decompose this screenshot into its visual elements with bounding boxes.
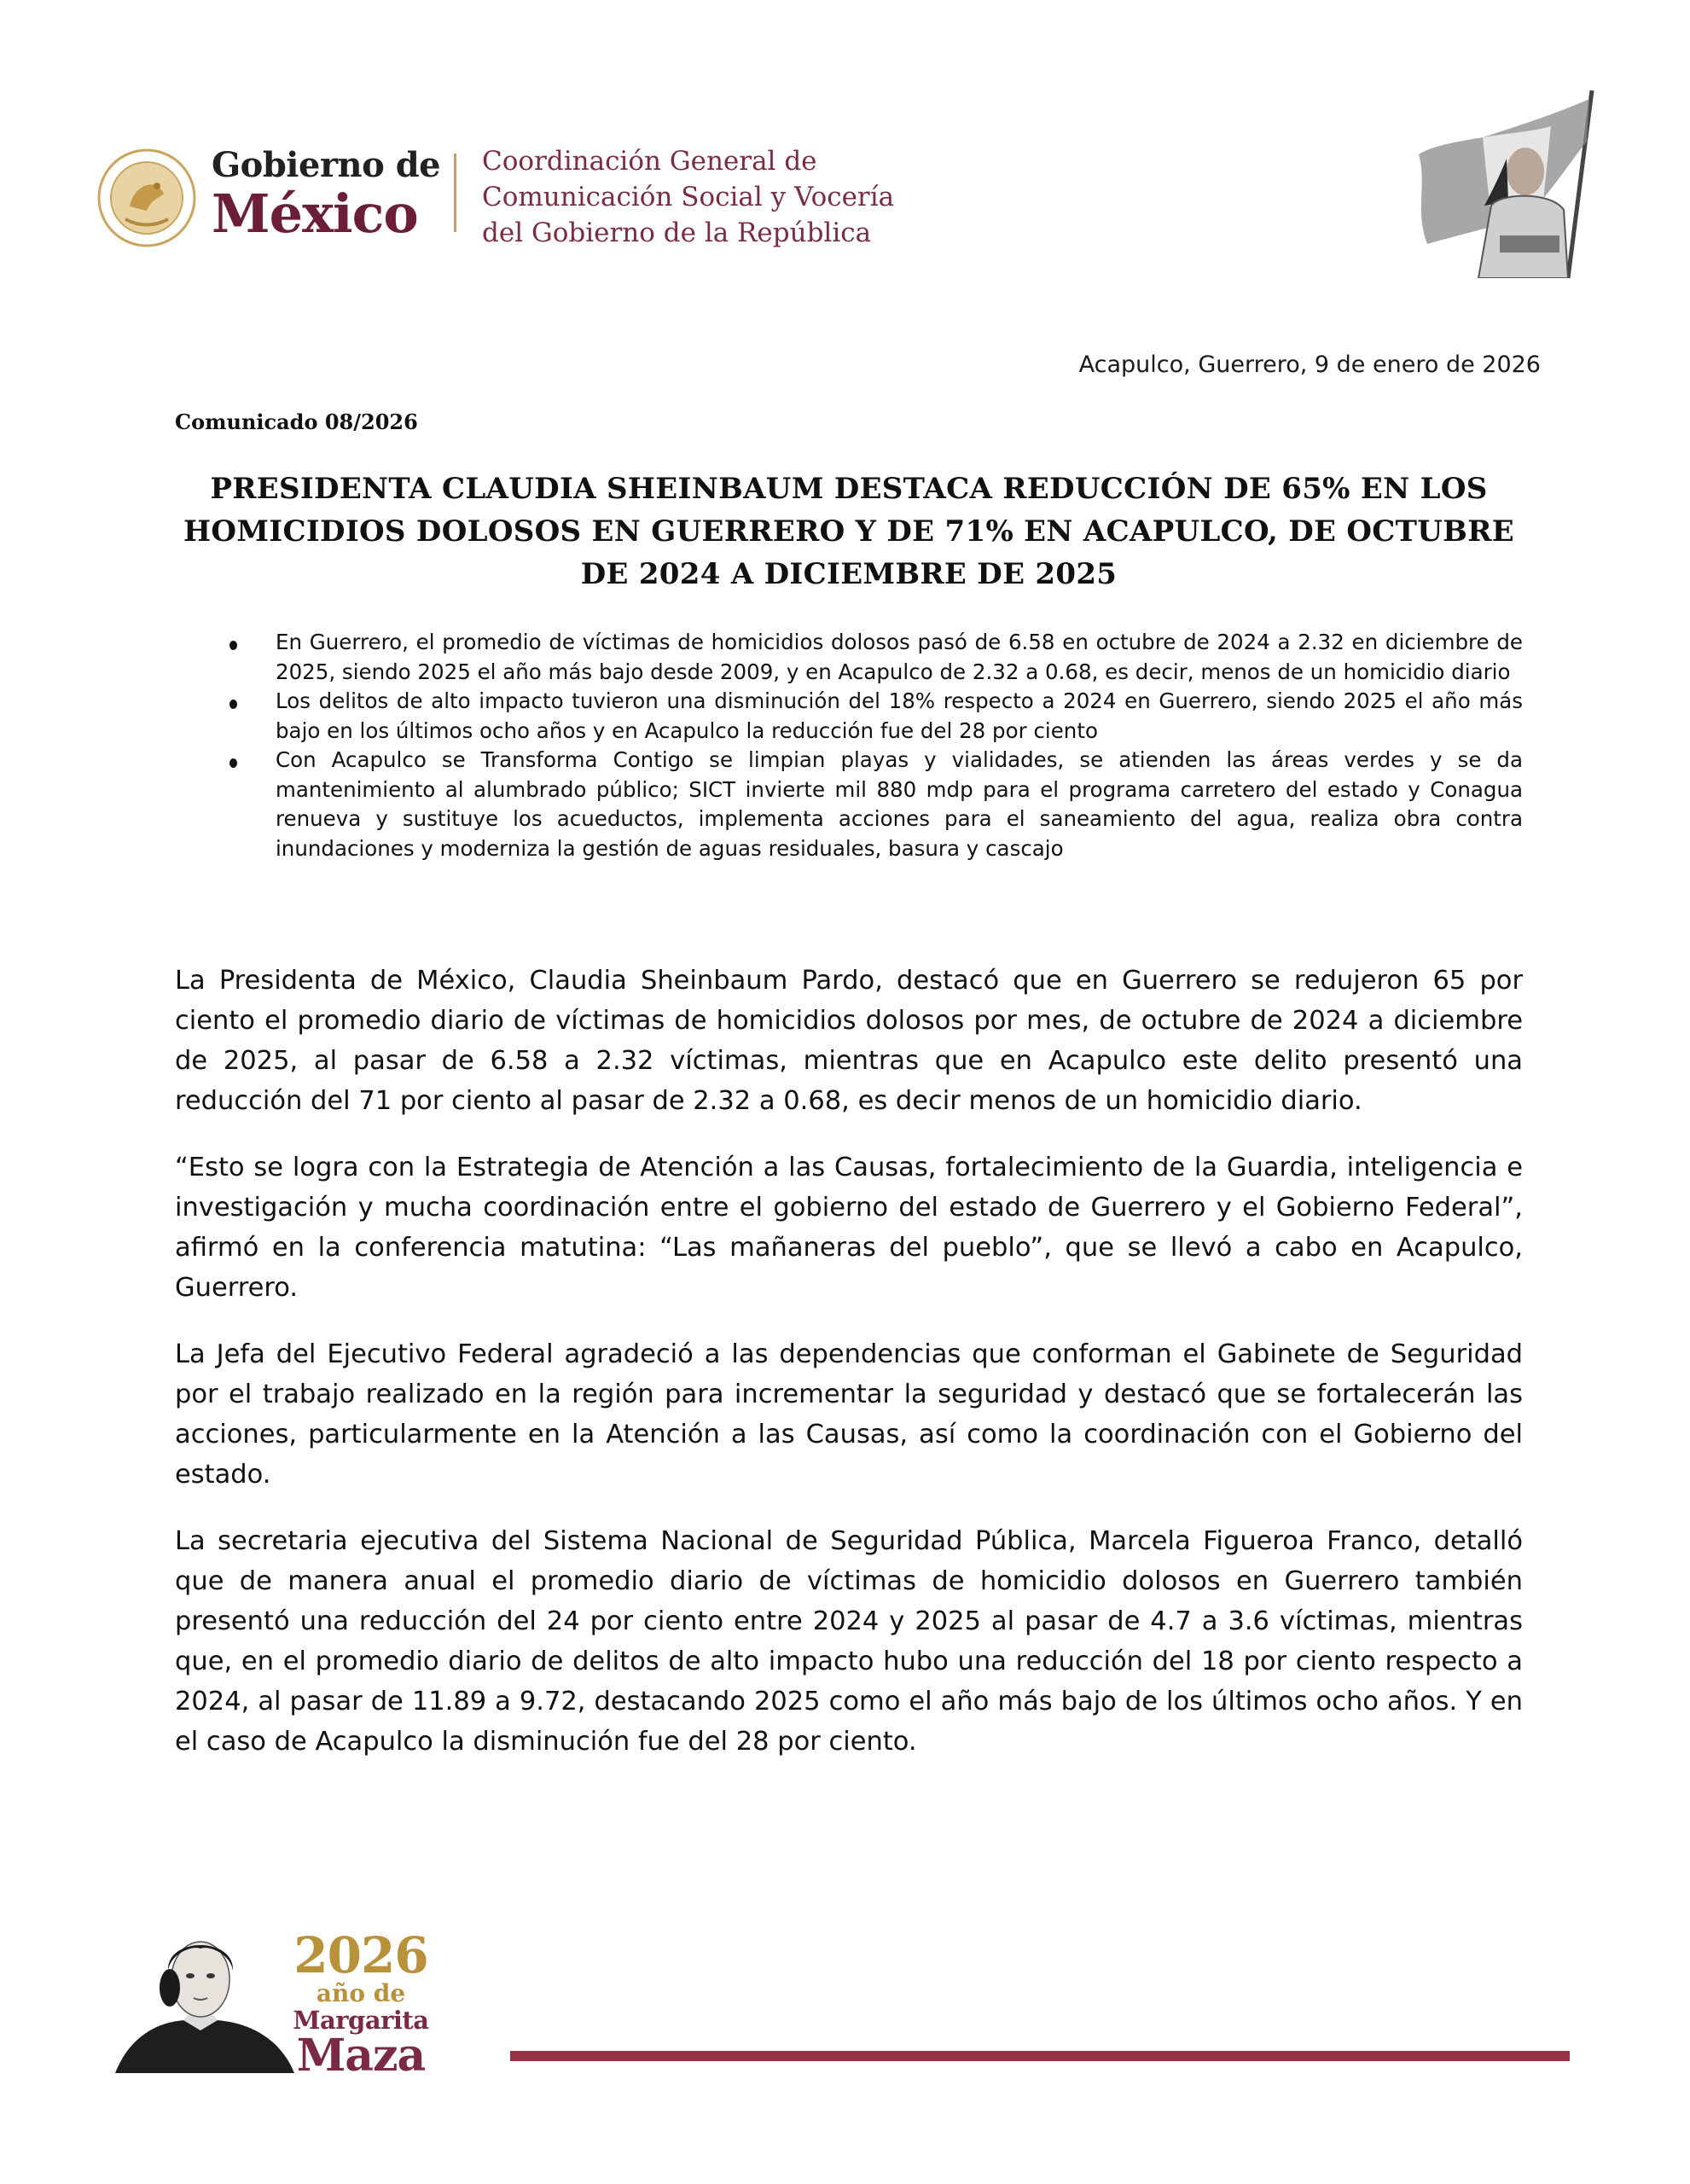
body-text [175,961,1523,1788]
paragraph: “Esto se logra con la Estrategia de Atención a las Causas, fortalecimiento de la Guardia, inteligencia e investigación y mucha coordinación entre el gobierno del estado de Guerrero y el Gobierno Federal”, afirmó en la conferencia matutina: “Las mañaneras del pueblo”, que se llevó a cabo en Acapulco, Guerrero. [175,1153,1523,1303]
gobierno-de-mexico-logo [212,145,441,245]
coordination-line: Comunicación Social y Vocería [482,182,895,212]
logo-ano-de: año de [316,1979,406,2007]
bullet-text: Con Acapulco se Transforma Contigo se limpian playas y vialidades, se atienden las áreas verdes y se da mantenimiento al alumbrado público; SICT invierte mil 880 mdp para el programa carretero del estado y Conagua renueva y sustituye los acueductos, implementa acciones para el saneamiento del agua, realiza obra contra inundaciones y moderniza la gestión de aguas residuales, basura y cascajo [276,747,1523,861]
year-of-margarita-maza-logo [288,1926,433,2082]
bullet-dot-icon [229,641,237,650]
paragraph: La Presidenta de México, Claudia Sheinbaum Pardo, destacó que en Guerrero se redujeron 65 por ciento el promedio diario de víctimas de homicidios dolosos por mes, de octubre de 2024 a diciembre de 2025, al pasar de 6.58 a 2.32 víctimas, mientras que en Acapulco este delito presentó una reducción del 71 por ciento al pasar de 2.32 a 0.68, es decir menos de un homicidio diario. [175,966,1523,1116]
headline: PRESIDENTA CLAUDIA SHEINBAUM DESTACA REDUCCIÓN DE 65% EN LOS HOMICIDIOS DOLOSOS EN GUERRERO Y DE 71% EN ACAPULCO, DE OCTUBRE DE 2024 A DICIEMBRE DE 2025 [183,472,1514,591]
bullet-dot-icon [229,758,237,768]
header-divider [454,154,456,232]
coordination-line: del Gobierno de la República [482,218,872,248]
national-seal-icon [96,147,198,249]
paragraph: La Jefa del Ejecutivo Federal agradeció a las dependencias que conforman el Gabinete de Seguridad por el trabajo realizado en la región para incrementar la seguridad y destacó que se fortalecerán las acciones, particularmente en la Atención a las Causas, así como la coordinación con el Gobierno del estado. [175,1339,1523,1490]
woman-with-flag-illustration [1406,90,1611,278]
coordination-line: Coordinación General de [482,146,817,177]
margarita-maza-portrait-icon [115,1920,294,2073]
logo-year: 2026 [293,1926,428,1984]
coordination-title [482,143,894,251]
logo-name-first: Margarita [293,2006,429,2035]
paragraph: La secretaria ejecutiva del Sistema Nacional de Seguridad Pública, Marcela Figueroa Franco, detalló que de manera anual el promedio diario de víctimas de homicidio dolosos en Guerrero también presentó una reducción del 24 por ciento entre 2024 y 2025 al pasar de 4.7 a 3.6 víctimas, mientras que, en el promedio diario de delitos de alto impacto hubo una reducción del 18 por ciento respecto a 2024, al pasar de 11.89 a 9.72, destacando 2025 como el año más bajo de los últimos ocho años. Y en el caso de Acapulco la disminución fue del 28 por ciento. [175,1526,1523,1757]
logo-name-last: Maza [296,2030,426,2082]
bullet-text: Los delitos de alto impacto tuvieron una disminución del 18% respecto a 2024 en Guerrero, siendo 2025 el año más bajo en los últimos ocho años y en Acapulco la reducción fue del 28 por ciento [276,688,1523,743]
place-and-date: Acapulco, Guerrero, 9 de enero de 2026 [1078,351,1541,378]
comunicado-number: Comunicado 08/2026 [175,410,418,434]
bullet-dot-icon [229,700,237,709]
bullet-text: En Guerrero, el promedio de víctimas de homicidios dolosos pasó de 6.58 en octubre de 2024 a 2.32 en diciembre de 2025, siendo 2025 el año más bajo desde 2009, y en Acapulco de 2.32 a 0.68, es decir, menos de un homicidio diario [276,630,1523,684]
logo-line-mexico: México [212,183,418,245]
logo-line-gobierno: Gobierno de [212,145,441,185]
bullet-item [218,628,1523,687]
bullet-item [218,687,1523,746]
summary-bullets [218,628,1523,863]
bullet-item [218,746,1523,863]
footer-bar [510,2051,1570,2061]
